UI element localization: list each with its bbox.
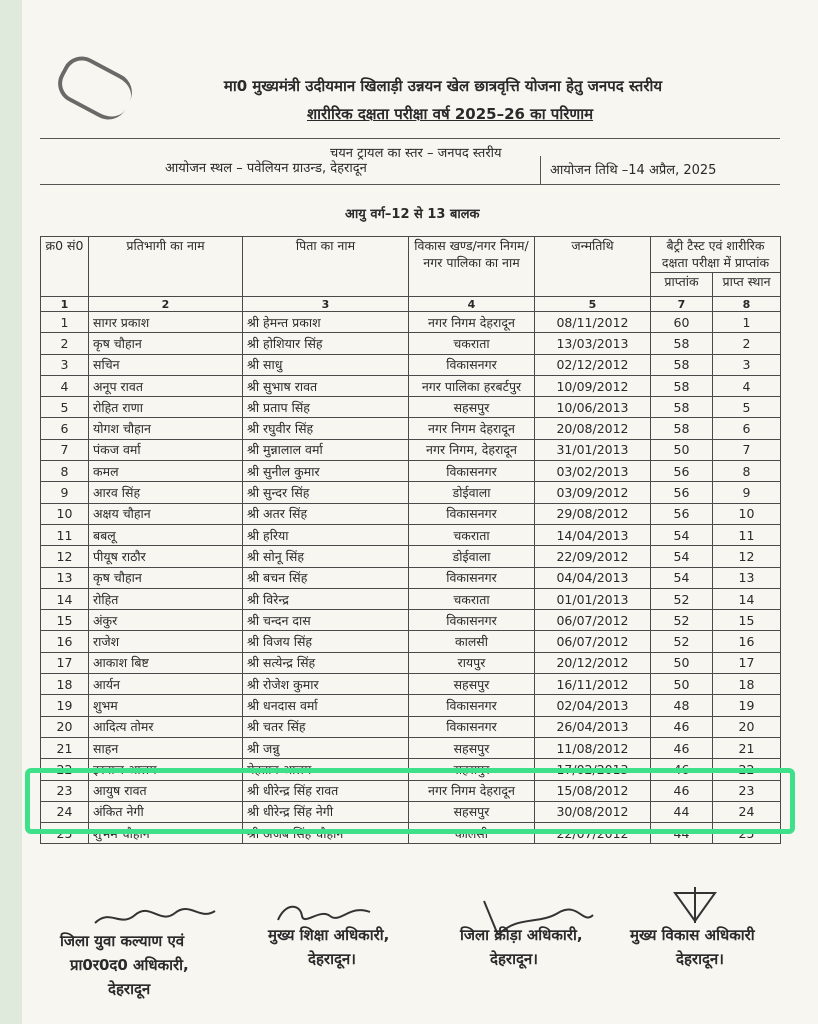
cell-score: 44 xyxy=(651,801,713,822)
cell-block: चकराता xyxy=(409,333,535,354)
table-row xyxy=(41,524,781,545)
cell-block: विकासनगर xyxy=(409,716,535,737)
cell-dob: 15/08/2012 xyxy=(535,780,651,801)
cell-name: बबलू xyxy=(89,524,243,545)
header-border-top xyxy=(40,138,780,139)
cell-score: 50 xyxy=(651,652,713,673)
cell-father: श्री सत्येन्द्र सिंह xyxy=(243,652,409,673)
cell-father: श्री सुभाष रावत xyxy=(243,375,409,396)
cell-block: सहसपुर xyxy=(409,397,535,418)
cell-block: विकासनगर xyxy=(409,503,535,524)
cell-block: सहसपुर xyxy=(409,759,535,780)
cell-name: अनूप रावत xyxy=(89,375,243,396)
table-row xyxy=(41,716,781,737)
cell-name: योगश चौहान xyxy=(89,418,243,439)
cell-father: श्री बचन सिंह xyxy=(243,567,409,588)
table-row xyxy=(41,397,781,418)
table-row xyxy=(41,546,781,567)
table-row xyxy=(41,737,781,758)
event-date: आयोजन तिथि –14 अप्रैल, 2025 xyxy=(550,163,717,178)
cell-block: चकराता xyxy=(409,588,535,609)
document-subtitle: शारीरिक दक्षता परीक्षा वर्ष 2025–26 का परिणाम xyxy=(306,105,594,123)
header-test-group: बैट्री टैस्ट एवं शारीरिक दक्षता परीक्षा में प्राप्तांक xyxy=(651,237,781,273)
cell-name: साहन xyxy=(89,737,243,758)
cell-father: श्री विरेन्द्र xyxy=(243,588,409,609)
document-title: मा0 मुख्यमंत्री उदीयमान खिलाड़ी उन्नयन खेल छात्रवृत्ति योजना हेतु जनपद स्तरीय xyxy=(223,77,663,95)
cell-dob: 13/03/2013 xyxy=(535,333,651,354)
cell-score: 54 xyxy=(651,524,713,545)
cell-father: श्री धनदास वर्मा xyxy=(243,695,409,716)
cell-serial: 5 xyxy=(41,397,89,418)
column-number: 5 xyxy=(535,297,651,312)
cell-rank: 11 xyxy=(713,524,781,545)
column-number: 8 xyxy=(713,297,781,312)
age-group-heading: आयु वर्ग–12 से 13 बालक xyxy=(345,207,480,222)
cell-serial: 15 xyxy=(41,610,89,631)
cell-name: पंकज वर्मा xyxy=(89,439,243,460)
cell-serial: 21 xyxy=(41,737,89,758)
cell-rank: 20 xyxy=(713,716,781,737)
venue-text: आयोजन स्थल – पवेलियन ग्राउन्ड, देहरादून xyxy=(165,161,367,176)
cell-rank: 16 xyxy=(713,631,781,652)
cell-block: विकासनगर xyxy=(409,567,535,588)
cell-name: शुभम xyxy=(89,695,243,716)
cell-father: श्री सुनील कुमार xyxy=(243,461,409,482)
cell-father: श्री मुन्नालाल वर्मा xyxy=(243,439,409,460)
cell-serial: 2 xyxy=(41,333,89,354)
cell-dob: 02/04/2013 xyxy=(535,695,651,716)
header-serial: क्र0 सं0 xyxy=(41,237,89,297)
cell-score: 52 xyxy=(651,631,713,652)
cell-serial: 22 xyxy=(41,759,89,780)
table-row xyxy=(41,418,781,439)
header-border-bottom xyxy=(40,184,780,185)
cell-rank: 1 xyxy=(713,312,781,333)
cell-rank: 5 xyxy=(713,397,781,418)
column-number: 1 xyxy=(41,297,89,312)
cell-block: डोईवाला xyxy=(409,482,535,503)
table-row xyxy=(41,482,781,503)
cell-name: राजेश xyxy=(89,631,243,652)
cell-serial: 14 xyxy=(41,588,89,609)
cell-block: रायपुर xyxy=(409,652,535,673)
cell-serial: 24 xyxy=(41,801,89,822)
cell-block: सहसपुर xyxy=(409,801,535,822)
cell-serial: 20 xyxy=(41,716,89,737)
table-row xyxy=(41,354,781,375)
cell-score: 58 xyxy=(651,397,713,418)
cell-dob: 20/12/2012 xyxy=(535,652,651,673)
cell-serial: 7 xyxy=(41,439,89,460)
cell-rank: 25 xyxy=(713,823,781,844)
cell-rank: 3 xyxy=(713,354,781,375)
cell-dob: 22/09/2012 xyxy=(535,546,651,567)
cell-block: विकासनगर xyxy=(409,354,535,375)
cell-block: नगर निगम देहरादून xyxy=(409,780,535,801)
cell-rank: 6 xyxy=(713,418,781,439)
cell-name: इरबाज आलम xyxy=(89,759,243,780)
cell-score: 50 xyxy=(651,674,713,695)
cell-block: कालसी xyxy=(409,823,535,844)
header-score: प्राप्तांक xyxy=(651,273,713,297)
cell-serial: 13 xyxy=(41,567,89,588)
cell-score: 46 xyxy=(651,716,713,737)
cell-father: श्री रोजेश कुमार xyxy=(243,674,409,695)
cell-block: नगर निगम देहरादून xyxy=(409,418,535,439)
signature-block-youth-welfare: जिला युवा कल्याण एवं प्रा0र0द0 अधिकारी, देहरादून xyxy=(60,932,189,998)
cell-block: डोईवाला xyxy=(409,546,535,567)
table-row xyxy=(41,567,781,588)
cell-score: 58 xyxy=(651,333,713,354)
cell-rank: 18 xyxy=(713,674,781,695)
column-number: 3 xyxy=(243,297,409,312)
cell-father: श्री अजब सिंह चौहान xyxy=(243,823,409,844)
cell-father: श्री चन्दन दास xyxy=(243,610,409,631)
cell-dob: 14/04/2013 xyxy=(535,524,651,545)
cell-dob: 01/01/2013 xyxy=(535,588,651,609)
cell-rank: 23 xyxy=(713,780,781,801)
cell-block: नगर पालिका हरबर्टपुर xyxy=(409,375,535,396)
cell-block: सहसपुर xyxy=(409,737,535,758)
cell-father: श्री धीरेन्द्र सिंह रावत xyxy=(243,780,409,801)
cell-block: कालसी xyxy=(409,631,535,652)
cell-serial: 16 xyxy=(41,631,89,652)
cell-score: 56 xyxy=(651,482,713,503)
table-row xyxy=(41,652,781,673)
cell-serial: 8 xyxy=(41,461,89,482)
cell-name: सागर प्रकाश xyxy=(89,312,243,333)
table-row xyxy=(41,503,781,524)
cell-score: 58 xyxy=(651,418,713,439)
cell-father: श्री अतर सिंह xyxy=(243,503,409,524)
cell-serial: 18 xyxy=(41,674,89,695)
cell-father: श्री साधु xyxy=(243,354,409,375)
cell-dob: 11/08/2012 xyxy=(535,737,651,758)
cell-block: सहसपुर xyxy=(409,674,535,695)
left-edge-strip xyxy=(0,0,22,1024)
cell-father: श्री सुन्दर सिंह xyxy=(243,482,409,503)
column-number: 4 xyxy=(409,297,535,312)
cell-name: आयुष रावत xyxy=(89,780,243,801)
table-row xyxy=(41,631,781,652)
cell-name: अंकित नेगी xyxy=(89,801,243,822)
cell-score: 50 xyxy=(651,439,713,460)
cell-score: 56 xyxy=(651,503,713,524)
cell-score: 60 xyxy=(651,312,713,333)
cell-rank: 13 xyxy=(713,567,781,588)
cell-name: कमल xyxy=(89,461,243,482)
cell-father: श्री होशियार सिंह xyxy=(243,333,409,354)
cell-block: नगर निगम देहरादून xyxy=(409,312,535,333)
cell-name: शुभम चौहान xyxy=(89,823,243,844)
cell-block: विकासनगर xyxy=(409,695,535,716)
cell-dob: 02/12/2012 xyxy=(535,354,651,375)
cell-dob: 30/08/2012 xyxy=(535,801,651,822)
cell-dob: 26/04/2013 xyxy=(535,716,651,737)
cell-score: 48 xyxy=(651,695,713,716)
header-dob: जन्मतिथि xyxy=(535,237,651,297)
table-row xyxy=(41,375,781,396)
cell-block: नगर निगम, देहरादून xyxy=(409,439,535,460)
cell-rank: 22 xyxy=(713,759,781,780)
cell-father: श्री रघुवीर सिंह xyxy=(243,418,409,439)
cell-rank: 17 xyxy=(713,652,781,673)
cell-name: आर्यन xyxy=(89,674,243,695)
cell-block: विकासनगर xyxy=(409,610,535,631)
cell-dob: 06/07/2012 xyxy=(535,631,651,652)
cell-serial: 6 xyxy=(41,418,89,439)
cell-score: 56 xyxy=(651,461,713,482)
cell-name: आदित्य तोमर xyxy=(89,716,243,737)
header-rank: प्राप्त स्थान xyxy=(713,273,781,297)
cell-father: श्री विजय सिंह xyxy=(243,631,409,652)
cell-name: कृष चौहान xyxy=(89,333,243,354)
cell-father: श्री हरिया xyxy=(243,524,409,545)
cell-father: श्री प्रताप सिंह xyxy=(243,397,409,418)
cell-rank: 19 xyxy=(713,695,781,716)
cell-dob: 17/02/2013 xyxy=(535,759,651,780)
cell-rank: 14 xyxy=(713,588,781,609)
cell-serial: 1 xyxy=(41,312,89,333)
cell-dob: 08/11/2012 xyxy=(535,312,651,333)
header-divider xyxy=(540,156,541,184)
column-number: 2 xyxy=(89,297,243,312)
highlight-box xyxy=(25,768,795,834)
cell-score: 46 xyxy=(651,759,713,780)
cell-dob: 16/11/2012 xyxy=(535,674,651,695)
cell-serial: 17 xyxy=(41,652,89,673)
cell-rank: 7 xyxy=(713,439,781,460)
cell-serial: 25 xyxy=(41,823,89,844)
cell-dob: 04/04/2013 xyxy=(535,567,651,588)
cell-dob: 06/07/2012 xyxy=(535,610,651,631)
table-row xyxy=(41,333,781,354)
cell-name: आकाश बिष्ट xyxy=(89,652,243,673)
cell-rank: 10 xyxy=(713,503,781,524)
cell-block: विकासनगर xyxy=(409,461,535,482)
cell-score: 52 xyxy=(651,610,713,631)
cell-serial: 4 xyxy=(41,375,89,396)
results-table xyxy=(40,236,781,844)
cell-dob: 10/09/2012 xyxy=(535,375,651,396)
header-block: विकास खण्ड/नगर निगम/नगर पालिका का नाम xyxy=(409,237,535,297)
cell-father: श्री जन्नु xyxy=(243,737,409,758)
column-number: 7 xyxy=(651,297,713,312)
table-row xyxy=(41,588,781,609)
cell-dob: 20/08/2012 xyxy=(535,418,651,439)
signature-scrawl-4 xyxy=(670,885,720,925)
cell-dob: 31/01/2013 xyxy=(535,439,651,460)
cell-dob: 03/02/2013 xyxy=(535,461,651,482)
cell-father: श्री सोनू सिंह xyxy=(243,546,409,567)
cell-dob: 03/09/2012 xyxy=(535,482,651,503)
cell-serial: 23 xyxy=(41,780,89,801)
table-row xyxy=(41,610,781,631)
signature-block-sports: जिला क्रीड़ा अधिकारी, देहरादून। xyxy=(460,926,583,968)
cell-name: सचिन xyxy=(89,354,243,375)
table-row xyxy=(41,461,781,482)
cell-rank: 9 xyxy=(713,482,781,503)
cell-dob: 10/06/2013 xyxy=(535,397,651,418)
cell-father: श्री चतर सिंह xyxy=(243,716,409,737)
cell-father: मेहताब आलम xyxy=(243,759,409,780)
cell-father: श्री धीरेन्द्र सिंह नेगी xyxy=(243,801,409,822)
cell-name: अंकुर xyxy=(89,610,243,631)
cell-rank: 4 xyxy=(713,375,781,396)
cell-score: 54 xyxy=(651,546,713,567)
header-name: प्रतिभागी का नाम xyxy=(89,237,243,297)
signature-block-education: मुख्य शिक्षा अधिकारी, देहरादून। xyxy=(268,926,390,968)
cell-name: रोहित xyxy=(89,588,243,609)
cell-score: 58 xyxy=(651,354,713,375)
cell-rank: 2 xyxy=(713,333,781,354)
cell-block: चकराता xyxy=(409,524,535,545)
cell-score: 52 xyxy=(651,588,713,609)
cell-rank: 8 xyxy=(713,461,781,482)
cell-dob: 22/07/2012 xyxy=(535,823,651,844)
table-row xyxy=(41,695,781,716)
cell-name: अक्षय चौहान xyxy=(89,503,243,524)
cell-rank: 24 xyxy=(713,801,781,822)
cell-serial: 10 xyxy=(41,503,89,524)
table-row xyxy=(41,439,781,460)
cell-rank: 15 xyxy=(713,610,781,631)
trial-level: चयन ट्रायल का स्तर – जनपद स्तरीय xyxy=(330,146,502,161)
cell-serial: 12 xyxy=(41,546,89,567)
cell-serial: 11 xyxy=(41,524,89,545)
cell-rank: 21 xyxy=(713,737,781,758)
cell-name: आरव सिंह xyxy=(89,482,243,503)
cell-serial: 19 xyxy=(41,695,89,716)
header-father: पिता का नाम xyxy=(243,237,409,297)
column-number-row xyxy=(41,297,781,312)
cell-score: 54 xyxy=(651,567,713,588)
cell-serial: 3 xyxy=(41,354,89,375)
cell-name: कृष चौहान xyxy=(89,567,243,588)
cell-rank: 12 xyxy=(713,546,781,567)
table-row xyxy=(41,674,781,695)
cell-serial: 9 xyxy=(41,482,89,503)
table-row xyxy=(41,312,781,333)
cell-score: 46 xyxy=(651,737,713,758)
cell-score: 46 xyxy=(651,780,713,801)
cell-score: 44 xyxy=(651,823,713,844)
cell-father: श्री हेमन्त प्रकाश xyxy=(243,312,409,333)
cell-dob: 29/08/2012 xyxy=(535,503,651,524)
cell-score: 58 xyxy=(651,375,713,396)
signature-block-development: मुख्य विकास अधिकारी देहरादून। xyxy=(630,926,755,968)
cell-name: पीयूष राठौर xyxy=(89,546,243,567)
cell-name: रोहित राणा xyxy=(89,397,243,418)
